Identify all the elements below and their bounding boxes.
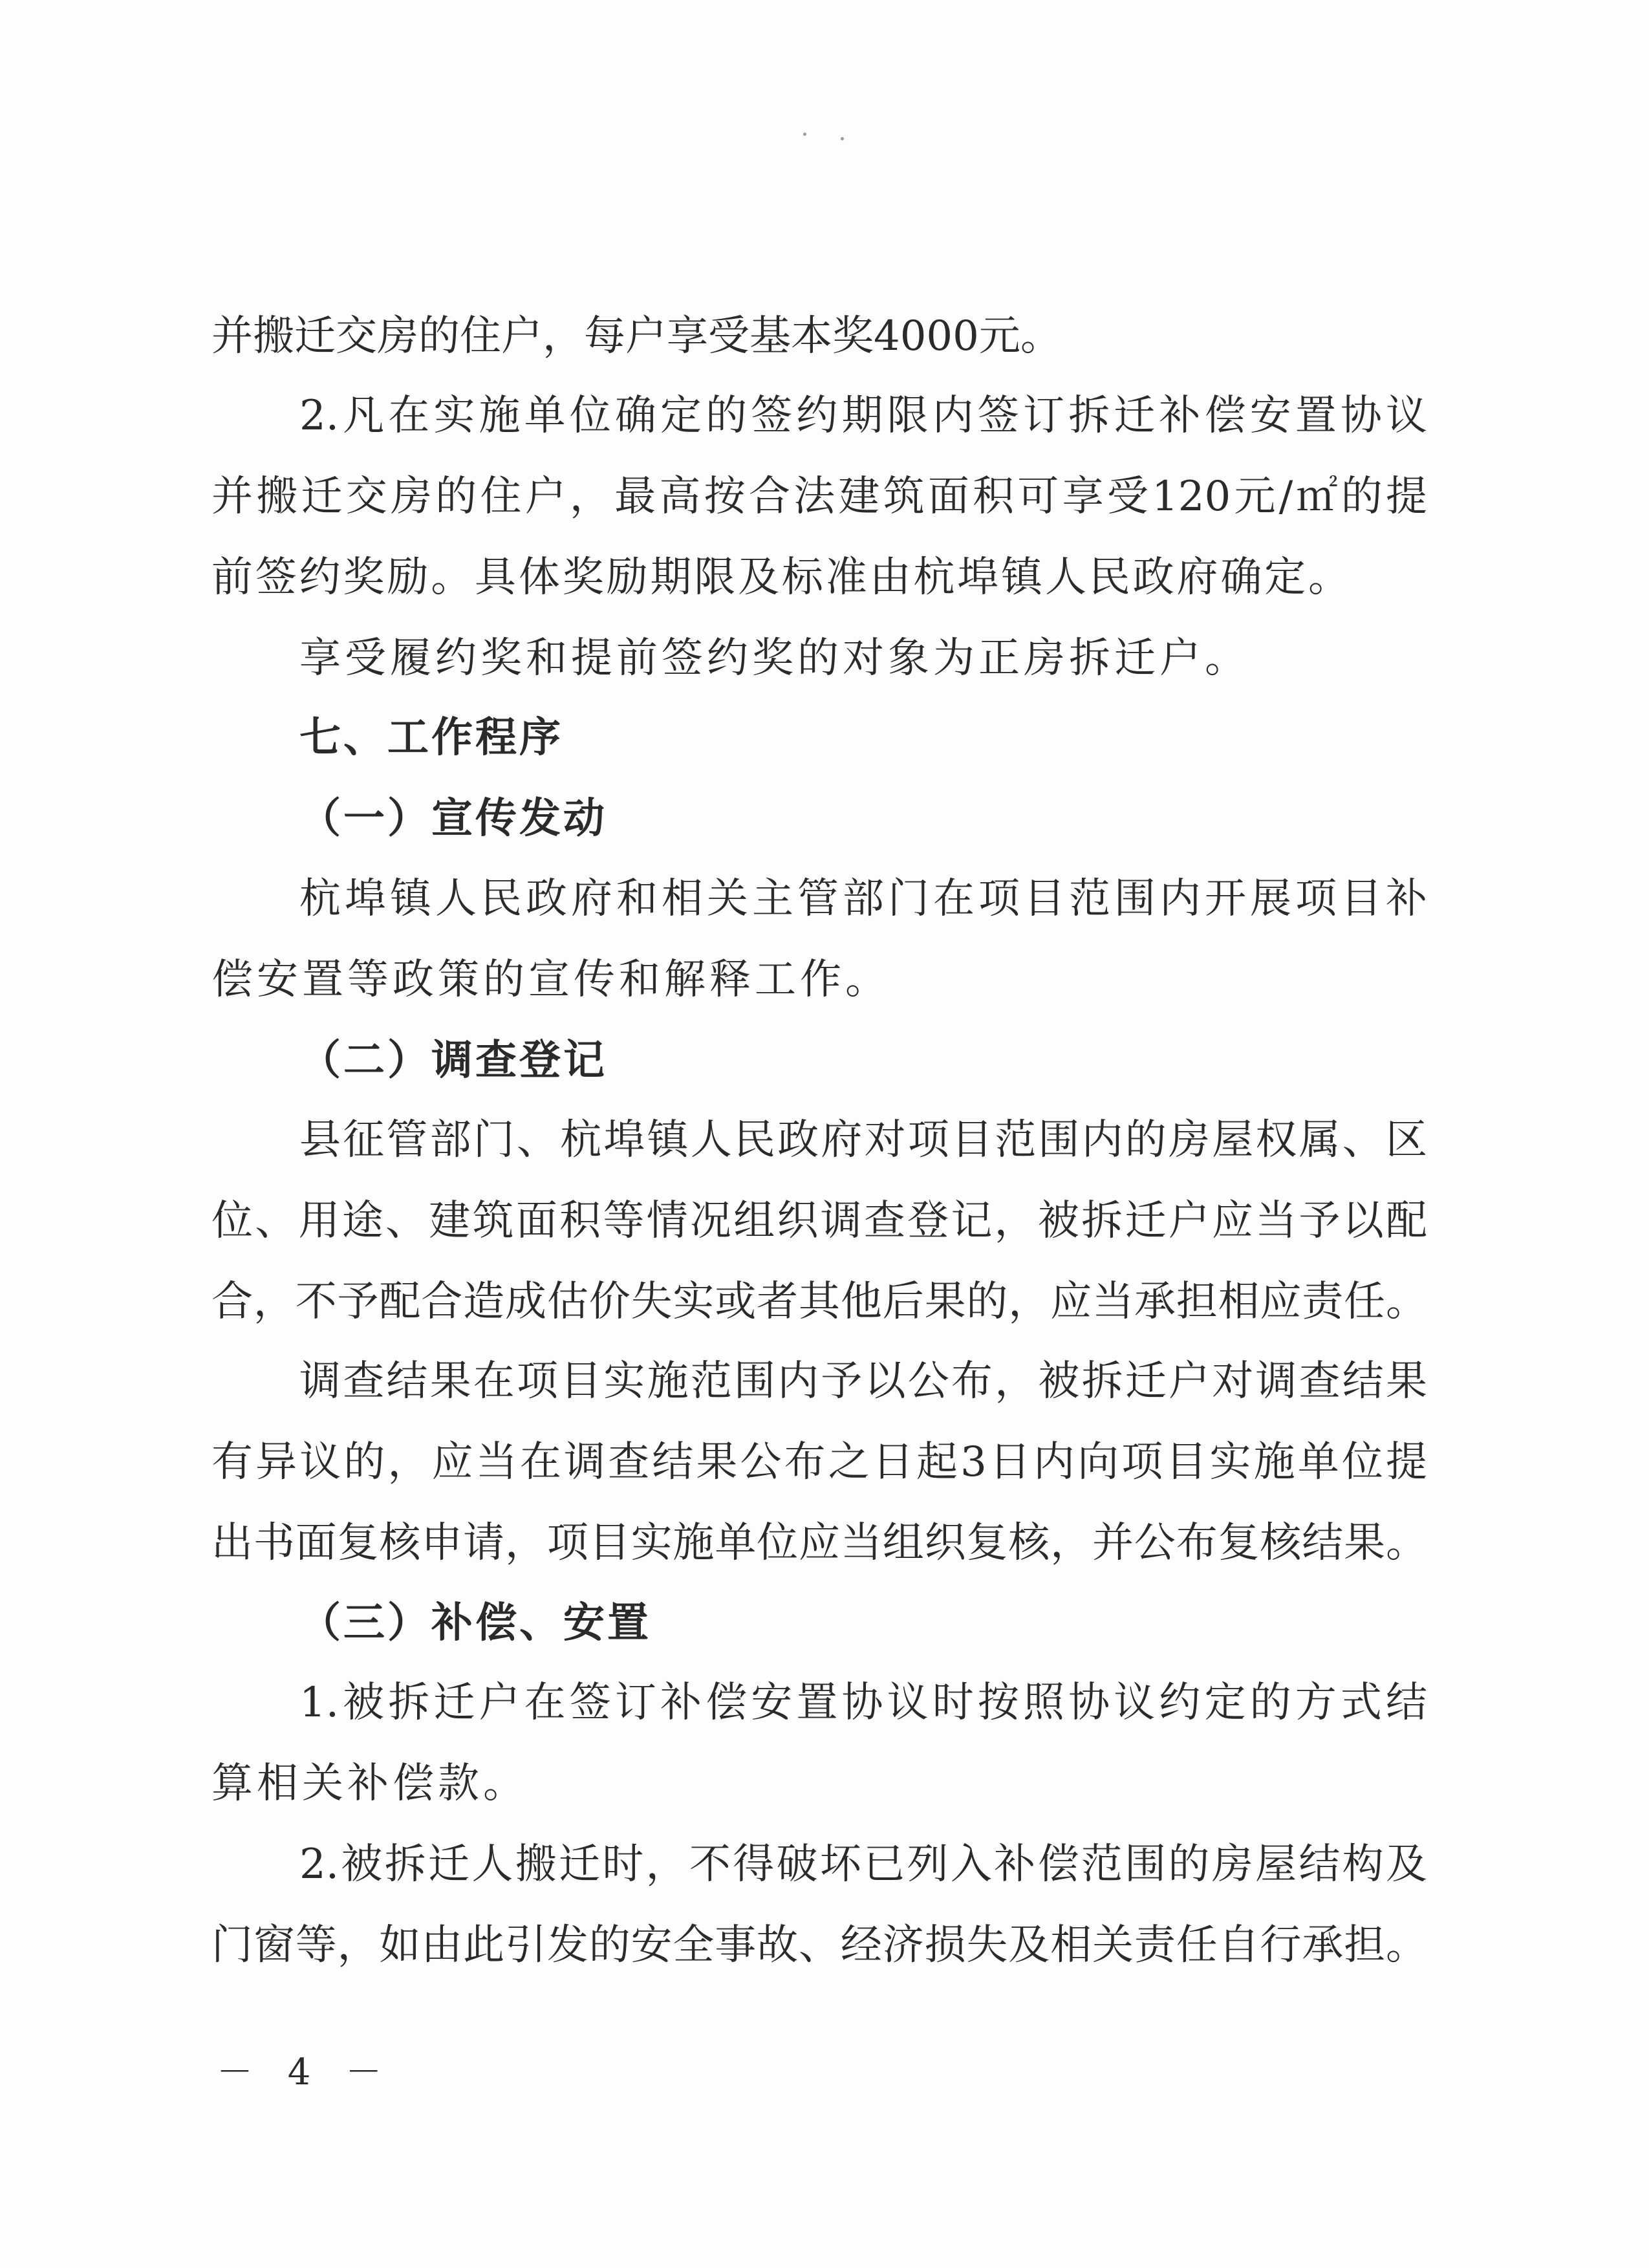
paragraph-line: 偿安置等政策的宣传和解释工作。 xyxy=(211,956,890,1004)
section-heading: 七、工作程序 xyxy=(299,713,563,762)
scan-speck xyxy=(841,137,844,140)
paragraph-line: 1.被拆迁户在签订补偿安置协议时按照协议约定的方式结 xyxy=(299,1679,1427,1727)
paragraph-line: 算相关补偿款。 xyxy=(211,1760,528,1808)
paragraph-line: 前签约奖励。具体奖励期限及标准由杭埠镇人民政府确定。 xyxy=(211,554,1350,601)
scan-speck xyxy=(803,133,806,136)
paragraph-line: 并搬迁交房的住户，每户享受基本奖4000元。 xyxy=(211,312,1062,360)
paragraph-line: 有异议的，应当在调查结果公布之日起3日内向项目实施单位提 xyxy=(211,1438,1427,1486)
paragraph-line: 合，不予配合造成估价失实或者其他后果的，应当承担相应责任。 xyxy=(211,1278,1427,1326)
subsection-heading: （三）补偿、安置 xyxy=(299,1599,651,1647)
paragraph-line: 门窗等，如由此引发的安全事故、经济损失及相关责任自行承担。 xyxy=(211,1921,1427,1969)
paragraph-line: 调查结果在项目实施范围内予以公布，被拆迁户对调查结果 xyxy=(299,1357,1427,1405)
paragraph-line: 杭埠镇人民政府和相关主管部门在项目范围内开展项目补 xyxy=(299,875,1427,923)
paragraph-line: 出书面复核申请，项目实施单位应当组织复核，并公布复核结果。 xyxy=(211,1519,1427,1567)
paragraph-line: 并搬迁交房的住户，最高按合法建筑面积可享受120元/㎡的提 xyxy=(211,473,1427,521)
page-number: － 4 － xyxy=(217,2051,394,2093)
subsection-heading: （二）调查登记 xyxy=(299,1036,607,1085)
subsection-heading: （一）宣传发动 xyxy=(299,794,607,843)
paragraph-line: 享受履约奖和提前签约奖的对象为正房拆迁户。 xyxy=(299,634,1250,682)
paragraph-line: 位、用途、建筑面积等情况组织调查登记，被拆迁户应当予以配 xyxy=(211,1197,1427,1245)
paragraph-line: 县征管部门、杭埠镇人民政府对项目范围内的房屋权属、区 xyxy=(299,1116,1427,1164)
paragraph-line: 2.被拆迁人搬迁时，不得破坏已列入补偿范围的房屋结构及 xyxy=(299,1841,1427,1888)
paragraph-line: 2.凡在实施单位确定的签约期限内签订拆迁补偿安置协议 xyxy=(299,392,1427,440)
